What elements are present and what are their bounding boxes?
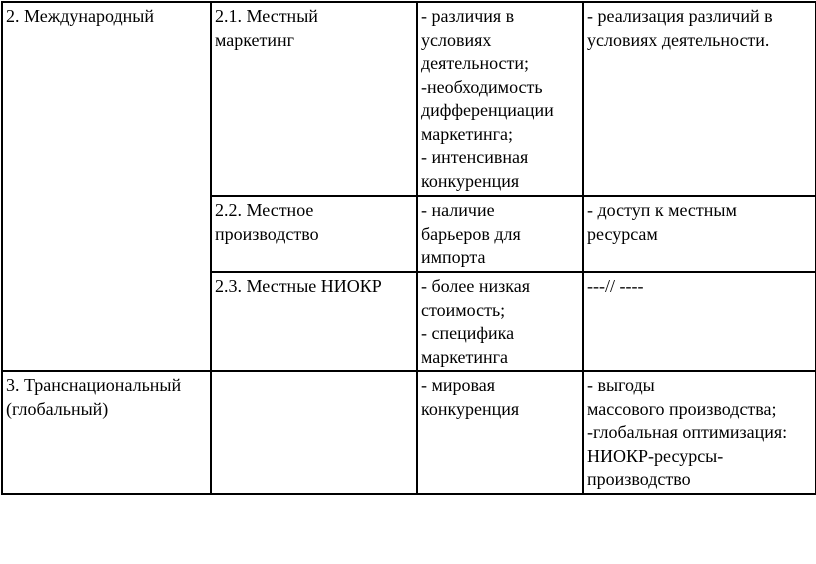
- cell-line: - более низкая: [421, 276, 530, 296]
- table-row: [2, 2, 816, 196]
- cell-line: конкуренция: [421, 170, 520, 191]
- cell-line: маркетинга;: [421, 123, 514, 144]
- cell-line: - доступ к местным: [587, 200, 737, 220]
- level-cell: [2, 371, 211, 494]
- factors-cell: [417, 196, 583, 272]
- level-cell: [2, 2, 211, 371]
- subtype-cell: [211, 196, 417, 272]
- cell-line: массового производства;: [587, 398, 777, 419]
- cell-line: производство: [587, 469, 691, 489]
- cell-line: условиях деятельности.: [587, 29, 770, 50]
- cell-line: стоимость;: [421, 299, 506, 320]
- cell-line: дифференциации: [421, 100, 554, 120]
- cell-line: -глобальная оптимизация:: [587, 422, 788, 442]
- cell-line: - специфика: [421, 323, 515, 343]
- cell-line: маркетинг: [215, 29, 295, 50]
- effects-cell: [583, 196, 816, 272]
- cell-line: маркетинга: [421, 346, 509, 367]
- effects-cell: [583, 272, 816, 371]
- effects-cell: [583, 2, 816, 196]
- cell-line: условиях: [421, 29, 492, 50]
- cell-line: - интенсивная: [421, 147, 529, 167]
- cell-line: 3. Транснациональный: [6, 375, 182, 395]
- cell-line: барьеров для: [421, 223, 521, 244]
- cell-line: 2.1. Местный: [215, 6, 318, 26]
- cell-line: ---// ----: [587, 276, 644, 296]
- subtype-cell: [211, 371, 417, 494]
- cell-line: - реализация различий в: [587, 6, 773, 26]
- cell-line: ресурсам: [587, 223, 658, 244]
- cell-line: -необходимость: [421, 76, 543, 97]
- effects-cell: [583, 371, 816, 494]
- subtype-cell: [211, 272, 417, 371]
- cell-line: деятельности;: [421, 53, 530, 73]
- cell-line: 2.2. Местное: [215, 200, 314, 220]
- subtype-cell: [211, 2, 417, 196]
- cell-line: - мировая: [421, 375, 496, 395]
- strategy-table: [1, 1, 816, 495]
- cell-line: - выгоды: [587, 375, 655, 395]
- cell-line: импорта: [421, 247, 486, 267]
- cell-line: конкуренция: [421, 398, 520, 419]
- factors-cell: [417, 2, 583, 196]
- factors-cell: [417, 272, 583, 371]
- cell-line: НИОКР-ресурсы-: [587, 445, 724, 466]
- cell-line: - различия в: [421, 6, 515, 26]
- table-row: [2, 371, 816, 494]
- cell-line: 2. Международный: [6, 6, 154, 26]
- cell-line: (глобальный): [6, 398, 109, 419]
- factors-cell: [417, 371, 583, 494]
- cell-line: - наличие: [421, 200, 495, 220]
- cell-line: производство: [215, 223, 319, 244]
- cell-line: 2.3. Местные НИОКР: [215, 276, 382, 296]
